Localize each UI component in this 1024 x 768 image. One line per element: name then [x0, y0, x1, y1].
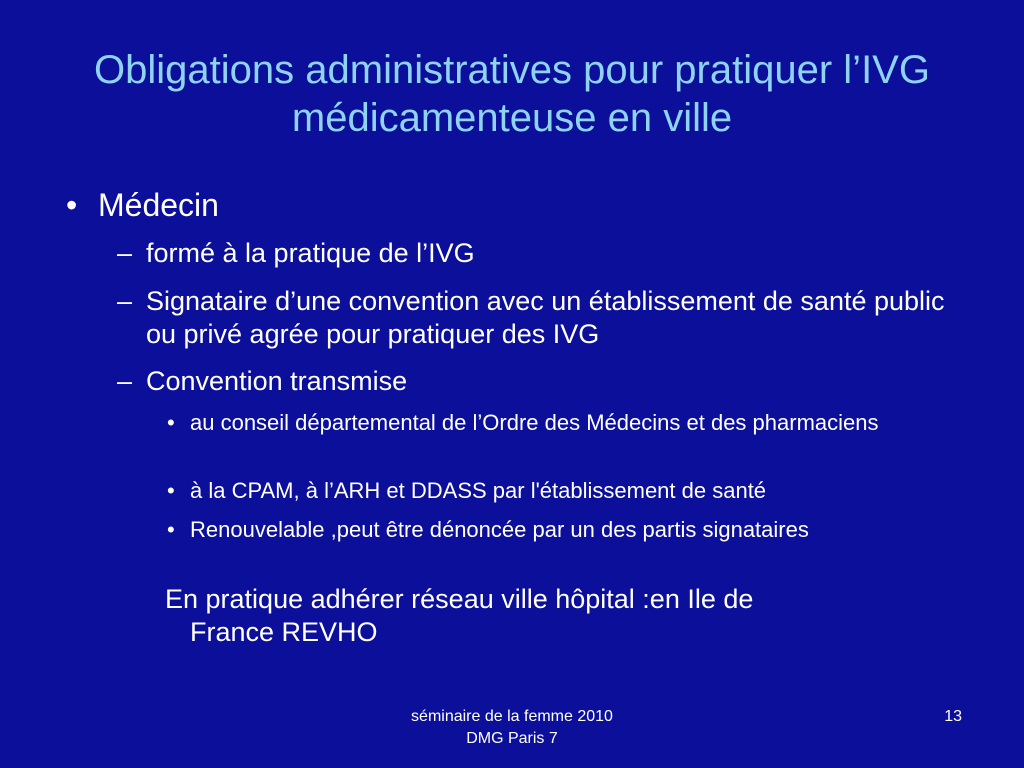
slide-title: Obligations administratives pour pratiquer l’IVG médicamenteuse en ville [94, 48, 930, 140]
small-bullet-marker: • [167, 410, 175, 435]
sub-item-forme: formé à la pratique de l’IVG [146, 238, 475, 268]
bullet-medecin: Médecin [98, 187, 219, 223]
page-number: 13 [944, 708, 962, 725]
dash-marker: – [117, 366, 133, 396]
small-bullet-marker: • [167, 517, 175, 542]
footer [362, 706, 662, 750]
note-line-1: En pratique adhérer réseau ville hôpital :en Ile de [165, 584, 754, 614]
sub-item-signataire: Signataire d’une convention avec un établissement de santé public ou privé agrée pour pratiquer des IVG [146, 286, 945, 349]
note-reseau [165, 583, 955, 649]
bullet-marker: • [66, 187, 78, 223]
sub-sub-item-conseil: au conseil départemental de l’Ordre des Médecins et des pharmaciens [190, 410, 879, 435]
dash-marker: – [117, 238, 133, 268]
note-line-2: France REVHO [190, 617, 378, 647]
footer-line-2: DMG Paris 7 [466, 730, 558, 747]
sub-item-convention: Convention transmise [146, 366, 408, 396]
dash-marker: – [117, 286, 133, 316]
footer-line-1: séminaire de la femme 2010 [411, 708, 613, 725]
sub-sub-item-renouvelable: Renouvelable ,peut être dénoncée par un des partis signataires [190, 517, 809, 542]
sub-sub-item-cpam: à la CPAM, à l’ARH et DDASS par l'établissement de santé [190, 478, 767, 503]
small-bullet-marker: • [167, 478, 175, 503]
